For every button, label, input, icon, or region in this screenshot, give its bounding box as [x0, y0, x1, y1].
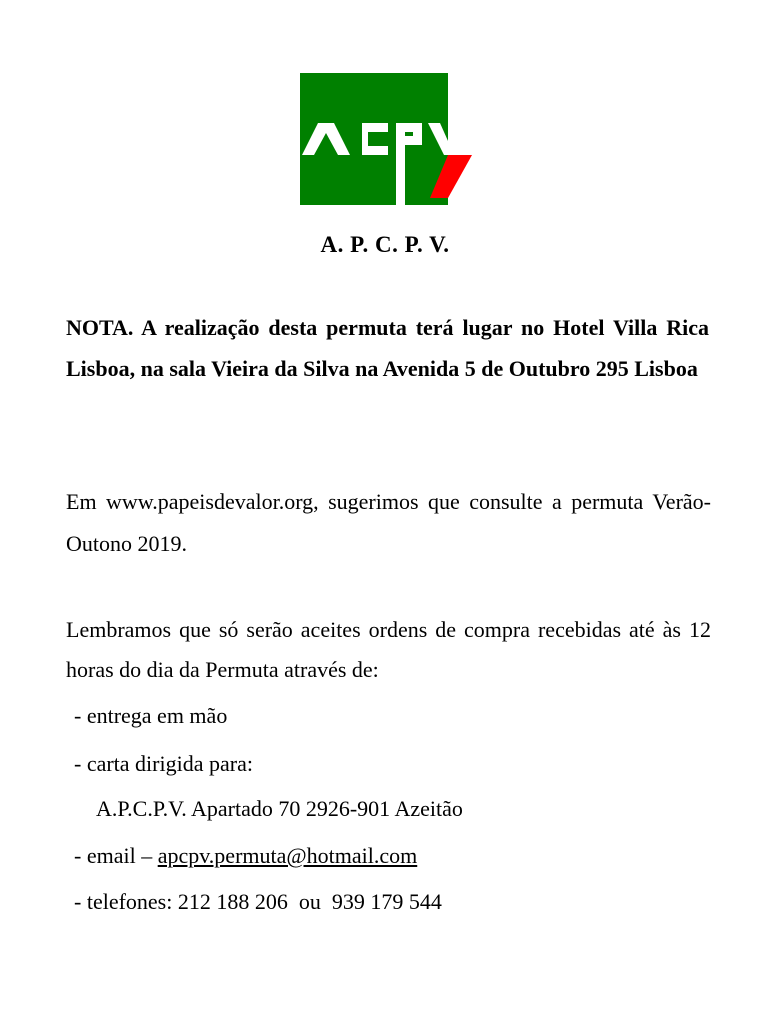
nota-paragraph: NOTA. A realização desta permuta terá lugar no Hotel Villa Rica Lisboa, na sala Vieira da Silva na Avenida 5 de Outubro 295 Lisboa [66, 315, 709, 381]
postal-address: A.P.C.P.V. Apartado 70 2926-901 Azeitão [96, 796, 463, 821]
organization-heading: A. P. C. P. V. [320, 232, 450, 257]
list-item-email [74, 843, 417, 869]
list-item-letter: - carta dirigida para: [74, 751, 253, 776]
reminder-paragraph: Lembramos que só serão aceites ordens de compra recebidas até às 12 horas do dia da Permuta através de: [66, 617, 711, 682]
email-link[interactable]: apcpv.permuta@hotmail.com [157, 843, 418, 868]
acpv-logo-graphic [300, 73, 472, 205]
list-item-hand-delivery: - entrega em mão [74, 703, 228, 728]
list-item-phones: - telefones: 212 188 206 ou 939 179 544 [74, 889, 442, 914]
website-paragraph: Em www.papeisdevalor.org, sugerimos que consulte a permuta Verão-Outono 2019. [66, 489, 711, 556]
acpv-logo [300, 73, 472, 205]
email-label: - email – [74, 843, 158, 868]
